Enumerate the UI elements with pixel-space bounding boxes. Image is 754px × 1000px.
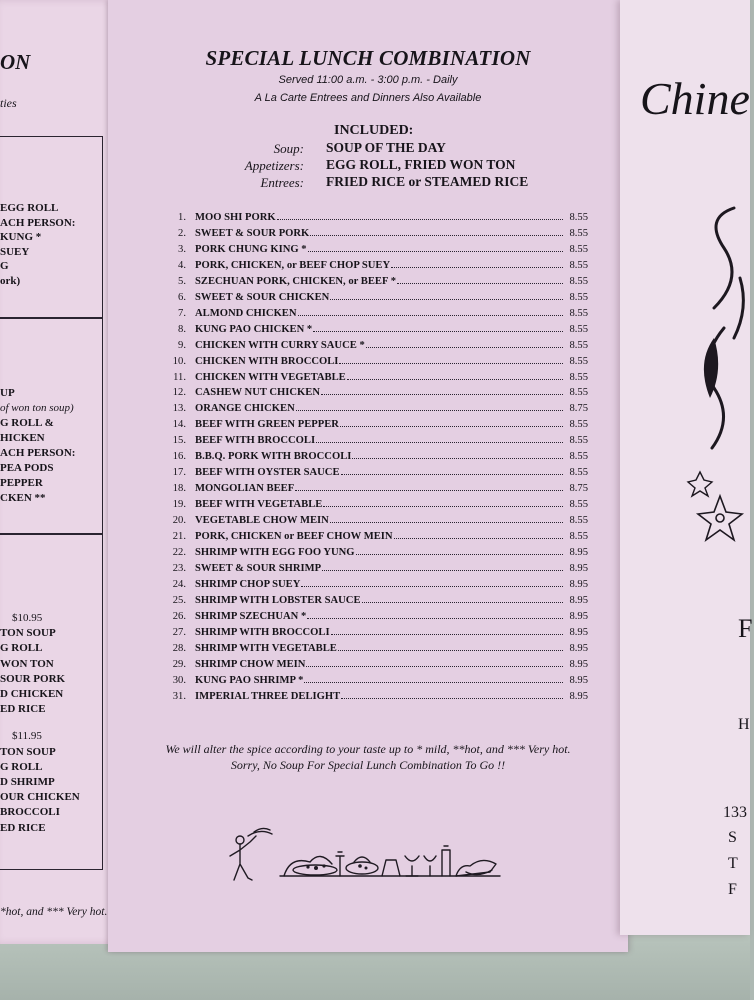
menu-item-price: 8.55 [569,515,588,527]
leader-dots [304,682,563,683]
menu-item-price: 8.55 [569,435,588,447]
leader-dots [341,474,563,475]
menu-item-name: ORANGE CHICKEN [195,403,295,415]
menu-item-name: CHICKEN WITH BROCCOLI [195,355,339,367]
menu-item-number: 8. [178,323,186,335]
menu-item-name: BEEF WITH GREEN PEPPER [195,419,339,431]
menu-item-number: 11. [173,371,186,383]
menu-item-price: 8.95 [569,658,588,670]
menu-item-row [164,478,588,494]
leader-dots [310,235,563,236]
menu-item-row [164,558,588,574]
menu-title: SPECIAL LUNCH COMBINATION [205,46,531,70]
left-panel-line: D CHICKEN [0,688,64,700]
included-label-entrees: Entrees: [260,175,304,190]
menu-item-price: 8.55 [569,323,588,335]
left-panel-line: SOUR PORK [0,672,66,685]
menu-item-name: MOO SHI PORK [195,212,276,223]
menu-item-name: SHRIMP WITH LOBSTER SAUCE [195,594,361,606]
menu-item-name: SZECHUAN PORK, CHICKEN, or BEEF * [195,275,397,287]
cover-line-5: T [728,855,738,872]
leader-dots [339,363,563,364]
menu-item-price: 8.55 [569,275,588,287]
menu-item-name: PORK, CHICKEN or BEEF CHOW MEIN [195,531,393,542]
menu-item-name: MONGOLIAN BEEF [195,483,295,495]
menu-item-price: 8.75 [569,403,588,415]
leader-dots [341,698,563,699]
left-panel-line: OUR CHICKEN [0,791,80,804]
leader-dots [298,315,563,316]
menu-item-number: 10. [172,355,186,367]
menu-item-row [164,606,588,622]
left-panel-line: ork) [0,274,21,287]
menu-item-price: 8.75 [569,483,588,495]
left-panel-line: WON TON [0,657,54,670]
leader-dots [347,379,563,380]
included-value-appetizers: EGG ROLL, FRIED WON TON [326,157,516,172]
menu-item-name: KUNG PAO SHRIMP * [195,674,304,686]
menu-item-name: SHRIMP WITH VEGETABLE [195,642,337,654]
leader-dots [295,490,563,491]
menu-item-number: 26. [172,610,186,622]
menu-item-name: ALMOND CHICKEN [195,307,297,319]
menu-item-row [164,622,588,638]
menu-item-number: 6. [178,291,186,303]
menu-item-row [164,207,588,223]
leader-dots [313,331,563,332]
menu-item-price: 8.55 [569,451,588,463]
menu-item-number: 19. [172,499,186,511]
menu-item-name: BEEF WITH BROCCOLI [195,435,316,447]
menu-item-number: 9. [178,339,186,351]
menu-item-price: 8.55 [569,243,588,255]
menu-item-row [164,271,588,287]
menu-item-price: 8.95 [569,626,588,638]
menu-item-name: IMPERIAL THREE DELIGHT [195,690,341,702]
menu-item-price: 8.95 [569,594,588,606]
cover-panel [620,0,753,935]
menu-item-name: KUNG PAO CHICKEN * [195,323,313,335]
menu-item-number: 24. [172,578,186,590]
menu-item-row [164,319,588,335]
left-panel-line: PEA PODS [0,462,54,474]
menu-item-row [164,303,588,319]
left-box-3 [0,534,103,870]
menu-item-row [164,654,588,670]
menu-item-number: 7. [178,307,186,319]
menu-item-row [164,430,588,446]
leader-dots [340,426,563,427]
menu-item-price: 8.95 [569,642,588,654]
leader-dots [316,442,563,443]
menu-item-row [164,526,588,542]
left-panel-line: $11.95 [12,730,42,743]
left-panel-line: PEPPER [0,477,43,489]
menu-item-row [164,574,588,590]
left-panel-line: $10.95 [12,612,43,624]
menu-item-name: BEEF WITH OYSTER SAUCE [195,467,340,479]
menu-item-name: VEGETABLE CHOW MEIN [195,515,329,527]
lunch-combination-panel [108,0,628,952]
to-go-note: Sorry, No Soup For Special Lunch Combination To Go !! [230,758,506,772]
menu-item-price: 8.55 [569,339,588,351]
menu-item-row [164,351,588,367]
left-panel-line: G ROLL [0,760,43,773]
included-label-appetizers: Appetizers: [244,158,304,173]
menu-item-name: CHICKEN WITH CURRY SAUCE * [195,339,365,351]
menu-item-number: 4. [178,259,186,271]
menu-item-number: 12. [172,387,186,399]
left-panel-footer: *hot, and *** Very hot. [0,906,108,918]
menu-item-number: 2. [178,227,186,239]
menu-item-price: 8.55 [569,227,588,239]
menu-item-price: 8.55 [569,355,588,367]
menu-item-row [164,223,588,239]
menu-item-price: 8.55 [569,419,588,431]
menu-item-number: 14. [172,419,186,431]
left-panel-line: ED RICE [0,703,46,716]
menu-item-number: 31. [172,690,186,702]
menu-item-row [164,670,588,686]
menu-item-name: PORK CHUNG KING * [195,243,307,255]
menu-item-name: SHRIMP CHOP SUEY [195,578,301,590]
menu-item-number: 16. [172,451,186,463]
left-menu-panel [0,0,118,944]
menu-item-row [164,686,588,702]
menu-item-name: SHRIMP WITH BROCCOLI [195,626,330,638]
menu-item-price: 8.55 [569,499,588,511]
left-panel-line: ED RICE [0,821,46,834]
leader-dots [307,618,563,619]
menu-item-row [164,335,588,351]
restaurant-script-name: Chine [640,73,750,124]
menu-item-number: 15. [172,435,186,447]
menu-item-number: 21. [172,531,186,542]
menu-item-price: 8.95 [569,546,588,558]
left-panel-title: ON [0,50,31,74]
menu-item-price: 8.55 [569,259,588,271]
leader-dots [397,283,563,284]
menu-item-row [164,367,588,383]
left-panel-line: ACH PERSON: [0,447,76,459]
cover-line-2: H [738,716,750,733]
menu-item-row [164,494,588,510]
menu-item-name: SWEET & SOUR CHICKEN [195,291,330,303]
menu-item-row [164,510,588,526]
menu-item-price: 8.55 [569,291,588,303]
spice-note: We will alter the spice according to your taste up to * mild, **hot, and *** Very hot. [165,742,571,756]
menu-item-number: 1. [178,212,186,223]
menu-item-number: 23. [172,562,186,574]
included-value-entrees: FRIED RICE or STEAMED RICE [326,174,529,189]
menu-item-price: 8.55 [569,531,588,542]
menu-item-price: 8.95 [569,578,588,590]
left-panel-line: EGG ROLL [0,202,59,214]
leader-dots [323,506,563,507]
menu-item-price: 8.95 [569,562,588,574]
included-heading: INCLUDED: [334,123,414,138]
menu-item-number: 20. [172,515,186,527]
leader-dots [356,554,563,555]
leader-dots [321,394,563,395]
menu-item-number: 13. [172,403,186,415]
leader-dots [391,267,563,268]
menu-item-number: 17. [172,467,186,479]
menu-item-number: 27. [172,626,186,638]
left-panel-line: KUNG * [0,231,42,243]
menu-item-price: 8.55 [569,387,588,399]
menu-item-number: 5. [178,275,186,287]
menu-item-row [164,382,588,398]
leader-dots [338,650,563,651]
leader-dots [301,586,563,587]
leader-dots [362,602,563,603]
menu-item-number: 3. [178,243,186,255]
menu-item-row [164,255,588,271]
menu-item-row [164,239,588,255]
cover-line-6: F [728,881,737,898]
menu-item-name: SWEET & SOUR SHRIMP [195,562,322,574]
menu-item-number: 18. [172,483,186,495]
menu-item-number: 25. [172,594,186,606]
dragon-flower-logo-icon [694,188,754,568]
left-panel-line: G ROLL [0,642,43,655]
menu-item-number: 30. [172,674,186,686]
menu-item-row [164,446,588,462]
menu-item-name: SHRIMP WITH EGG FOO YUNG [195,546,355,558]
leader-dots [394,538,563,539]
leader-dots [296,410,563,411]
menu-item-name: CASHEW NUT CHICKEN [195,387,320,399]
left-panel-line: CKEN ** [0,492,46,504]
menu-item-row [164,398,588,414]
waiter-and-feast-illustration [220,826,510,890]
leader-dots [306,666,563,667]
left-panel-line: G [0,260,9,272]
menu-item-name: SHRIMP SZECHUAN * [195,610,307,622]
leader-dots [352,458,563,459]
menu-item-name: CHICKEN WITH VEGETABLE [195,371,346,383]
leader-dots [330,299,563,300]
left-panel-line: BROCCOLI [0,806,60,819]
left-panel-line: UP [0,387,15,399]
cover-line-4: S [728,829,737,846]
menu-item-name: PORK, CHICKEN, or BEEF CHOP SUEY [195,259,391,271]
menu-item-price: 8.95 [569,690,588,702]
menu-item-price: 8.55 [569,467,588,479]
leader-dots [331,634,563,635]
menu-item-price: 8.55 [569,212,588,223]
left-panel-line: G ROLL & [0,417,54,429]
menu-item-price: 8.55 [569,307,588,319]
menu-item-name: BEEF WITH VEGETABLE [195,499,323,511]
menu-item-price: 8.95 [569,610,588,622]
left-panel-line: of won ton soup) [0,402,74,414]
leader-dots [366,347,563,348]
left-panel-subtitle: ties [0,96,17,110]
cover-line-3: 133 [723,804,747,821]
menu-item-name: SWEET & SOUR PORK [195,227,310,239]
leader-dots [308,251,563,252]
served-hours: Served 11:00 a.m. - 3:00 p.m. - Daily [278,74,458,86]
menu-item-row [164,287,588,303]
menu-item-row [164,462,588,478]
menu-item-name: SHRIMP CHOW MEIN [195,658,306,670]
left-panel-line: ACH PERSON: [0,216,76,229]
left-panel-line: TON SOUP [0,745,56,758]
menu-item-number: 22. [172,546,186,558]
included-label-soup: Soup: [273,141,304,156]
menu-item-row [164,638,588,654]
left-panel-line: TON SOUP [0,627,56,640]
alacarte-note: A La Carte Entrees and Dinners Also Available [254,92,482,104]
left-panel-line: D SHRIMP [0,776,55,788]
leader-dots [330,522,563,523]
menu-item-row [164,542,588,558]
leader-dots [277,219,563,220]
menu-item-row [164,414,588,430]
menu-item-row [164,590,588,606]
menu-item-number: 29. [172,658,186,670]
leader-dots [322,570,563,571]
menu-item-price: 8.55 [569,371,588,383]
left-panel-line: SUEY [0,245,30,258]
cover-line-1: F [738,614,753,643]
menu-item-price: 8.95 [569,674,588,686]
left-panel-line: HICKEN [0,432,45,444]
menu-item-number: 28. [172,642,186,654]
included-value-soup: SOUP OF THE DAY [326,140,446,155]
menu-item-name: B.B.Q. PORK WITH BROCCOLI [195,451,352,463]
